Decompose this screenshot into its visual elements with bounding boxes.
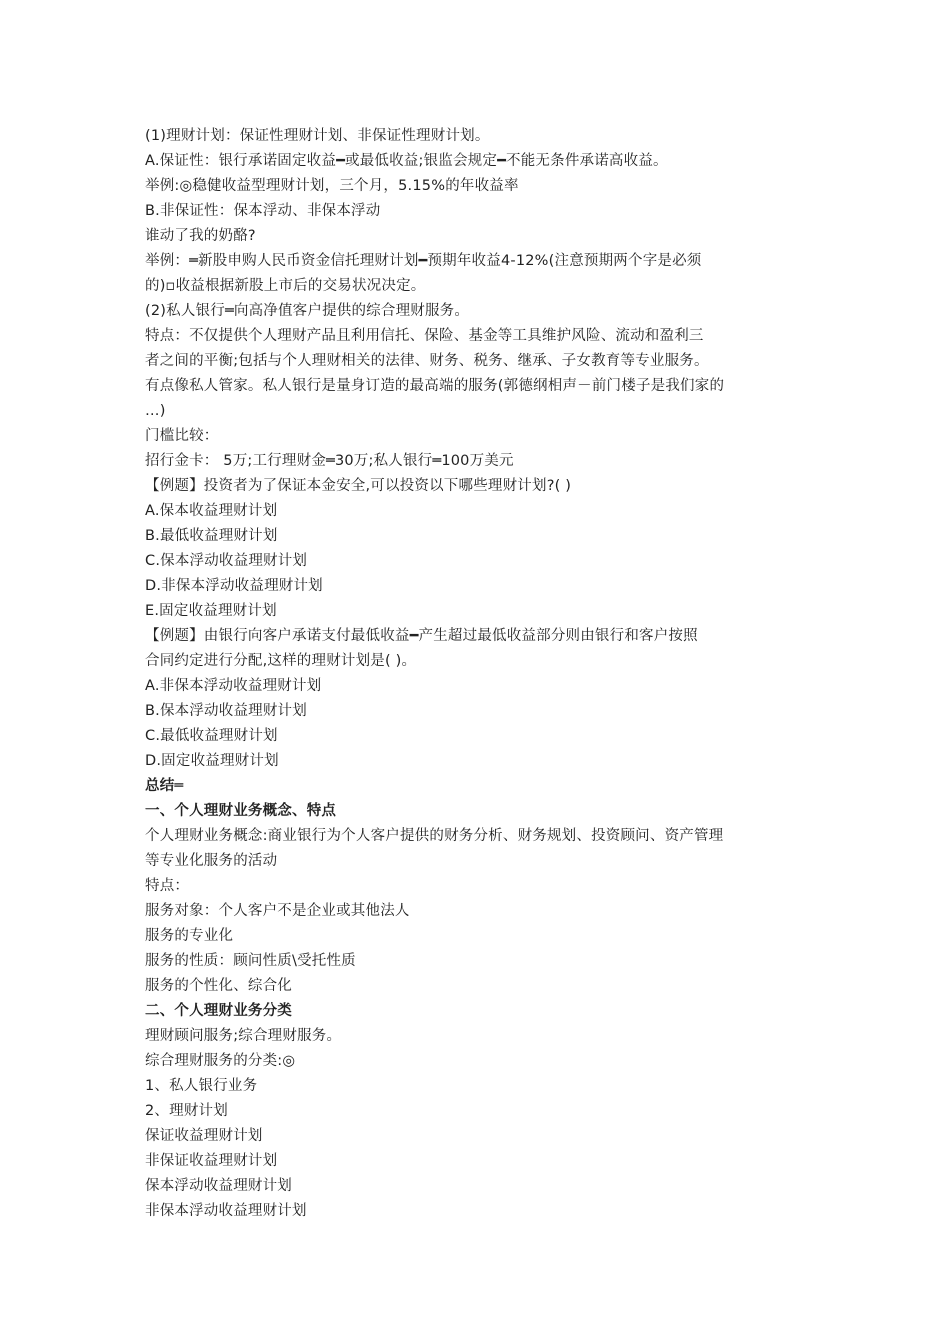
text-line: 特点： — [145, 878, 190, 894]
text-line: 门槛比较： — [145, 428, 219, 444]
text-line: B.最低收益理财计划 — [145, 528, 278, 544]
text-line: 谁动了我的奶酪? — [145, 228, 256, 244]
text-line: C.最低收益理财计划 — [145, 728, 278, 744]
document-page — [145, 124, 815, 1224]
section-heading: 总结═ — [145, 778, 184, 794]
text-line: A.保本收益理财计划 — [145, 503, 278, 519]
text-line: 综合理财服务的分类:◎ — [145, 1053, 296, 1069]
text-line: 特点：不仅提供个人理财产品且利用信托、保险、基金等工具维护风险、流动和盈利三 — [145, 328, 704, 344]
text-line: 服务的专业化 — [145, 928, 234, 944]
text-line: 等专业化服务的活动 — [145, 853, 278, 869]
text-line: 1、私人银行业务 — [145, 1078, 258, 1094]
text-line: 【例题】投资者为了保证本金安全,可以投资以下哪些理财计划?( ) — [145, 478, 572, 494]
text-line: 服务的个性化、综合化 — [145, 978, 292, 994]
section-heading: 一、个人理财业务概念、特点 — [145, 803, 337, 819]
text-line: C.保本浮动收益理财计划 — [145, 553, 308, 569]
text-line: D.固定收益理财计划 — [145, 753, 279, 769]
text-line: 招行金卡： 5万;工行理财金═30万;私人银行═100万美元 — [145, 453, 514, 469]
text-line: 2、理财计划 — [145, 1103, 228, 1119]
text-line: 非保本浮动收益理财计划 — [145, 1203, 307, 1219]
text-line: 保证收益理财计划 — [145, 1128, 263, 1144]
text-line: 服务对象：个人客户不是企业或其他法人 — [145, 903, 410, 919]
text-line: 的)▫收益根据新股上市后的交易状况决定。 — [145, 278, 426, 294]
text-line: B.保本浮动收益理财计划 — [145, 703, 307, 719]
text-line: 理财顾问服务;综合理财服务。 — [145, 1028, 342, 1044]
text-line: (1)理财计划：保证性理财计划、非保证性理财计划。 — [145, 128, 490, 144]
text-line: 合同约定进行分配,这样的理财计划是( )。 — [145, 653, 417, 669]
section-heading: 二、个人理财业务分类 — [145, 1003, 292, 1019]
text-line: 举例：═新股申购人民币资金信托理财计划━预期年收益4-12%(注意预期两个字是必须 — [145, 253, 702, 269]
text-line: 有点像私人管家。私人银行是量身订造的最高端的服务(郭德纲相声－前门楼子是我们家的 — [145, 378, 725, 394]
text-line: 非保证收益理财计划 — [145, 1153, 278, 1169]
text-line: 服务的性质：顾问性质\受托性质 — [145, 953, 356, 969]
text-line: A.保证性：银行承诺固定收益━或最低收益;银监会规定━不能无条件承诺高收益。 — [145, 153, 668, 169]
text-line: A.非保本浮动收益理财计划 — [145, 678, 322, 694]
text-line: 个人理财业务概念:商业银行为个人客户提供的财务分析、财务规划、投资顾问、资产管理 — [145, 828, 724, 844]
text-line: E.固定收益理财计划 — [145, 603, 277, 619]
text-line: D.非保本浮动收益理财计划 — [145, 578, 323, 594]
text-line: 举例:◎稳健收益型理财计划，三个月，5.15%的年收益率 — [145, 178, 519, 194]
text-line: 保本浮动收益理财计划 — [145, 1178, 292, 1194]
text-line: …) — [145, 403, 166, 419]
text-line: (2)私人银行═向高净值客户提供的综合理财服务。 — [145, 303, 470, 319]
text-line: B.非保证性：保本浮动、非保本浮动 — [145, 203, 381, 219]
text-line: 【例题】由银行向客户承诺支付最低收益━产生超过最低收益部分则由银行和客户按照 — [145, 628, 698, 644]
text-line: 者之间的平衡;包括与个人理财相关的法律、财务、税务、继承、子女教育等专业服务。 — [145, 353, 709, 369]
